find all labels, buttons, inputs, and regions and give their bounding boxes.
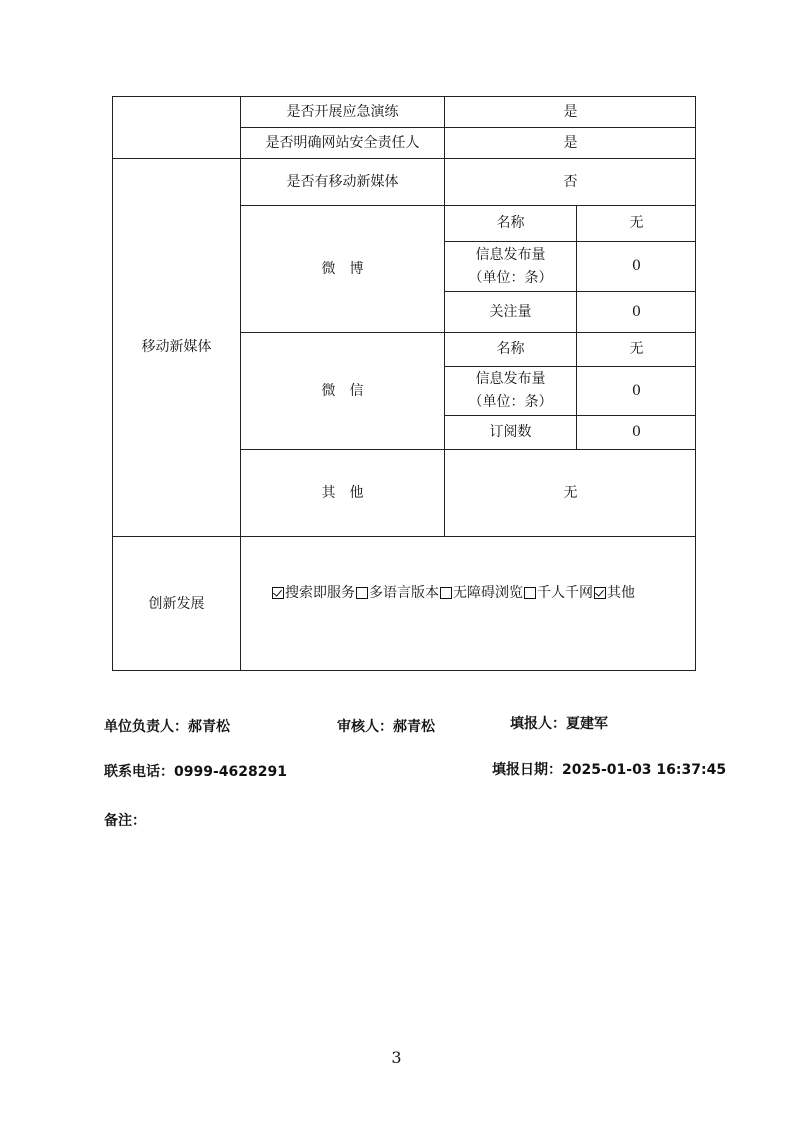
reviewer: 审核人：郝青松 (337, 719, 435, 735)
innovation-option-personalized[interactable] (523, 582, 593, 605)
weibo-name-label: 名称 (444, 205, 576, 241)
wechat-name-value: 无 (576, 332, 696, 366)
wechat-posts-label-line1: 信息发布量 (475, 371, 546, 387)
media-section-label: 移动新媒体 (112, 158, 240, 536)
report-table (112, 96, 696, 671)
page-number: 3 (391, 1048, 402, 1067)
weibo-label: 微 博 (240, 205, 444, 332)
drill-value: 是 (444, 96, 696, 127)
wechat-name-label: 名称 (444, 332, 576, 366)
wechat-sub-value: 0 (576, 415, 696, 449)
weibo-posts-label (444, 241, 576, 291)
drill-label: 是否开展应急演练 (240, 96, 444, 127)
weibo-posts-value: 0 (576, 241, 696, 291)
unit-head: 单位负责人：郝青松 (104, 719, 230, 735)
checkbox-icon (524, 587, 536, 599)
innovation-option-accessibility[interactable] (439, 582, 523, 605)
checkbox-icon (594, 587, 606, 599)
has-media-value: 否 (444, 158, 696, 205)
filler: 填报人：夏建军 (510, 716, 608, 732)
checkbox-icon (272, 587, 284, 599)
safety-label: 是否明确网站安全责任人 (240, 127, 444, 158)
innovation-option-search[interactable] (271, 582, 355, 605)
weibo-follow-label: 关注量 (444, 291, 576, 332)
has-media-label: 是否有移动新媒体 (240, 158, 444, 205)
option-label: 其他 (607, 584, 635, 601)
fill-date: 填报日期：2025-01-03 16:37:45 (492, 762, 727, 778)
other-value: 无 (444, 449, 696, 536)
checkbox-icon (356, 587, 368, 599)
option-label: 千人千网 (537, 584, 593, 601)
weibo-posts-label-line2: （单位：条） (468, 269, 553, 286)
weibo-follow-value: 0 (576, 291, 696, 332)
innovation-option-multilang[interactable] (355, 582, 439, 605)
innovation-options (240, 536, 696, 671)
wechat-label: 微 信 (240, 332, 444, 449)
checkbox-icon (440, 587, 452, 599)
wechat-posts-value: 0 (576, 366, 696, 415)
remark-label: 备注： (104, 813, 146, 829)
option-label: 多语言版本 (369, 584, 439, 601)
wechat-posts-label-line2: （单位：条） (468, 394, 553, 410)
weibo-posts-label-line1: 信息发布量 (475, 246, 546, 263)
weibo-name-value: 无 (576, 205, 696, 241)
option-label: 搜索即服务 (285, 584, 355, 601)
wechat-sub-label: 订阅数 (444, 415, 576, 449)
blank-section-cell (112, 96, 240, 158)
innovation-option-other[interactable] (593, 582, 635, 605)
wechat-posts-label (444, 366, 576, 415)
other-label: 其 他 (240, 449, 444, 536)
option-label: 无障碍浏览 (453, 584, 523, 601)
innovation-section-label: 创新发展 (112, 536, 240, 671)
contact-phone: 联系电话：0999-4628291 (104, 764, 287, 780)
safety-value: 是 (444, 127, 696, 158)
